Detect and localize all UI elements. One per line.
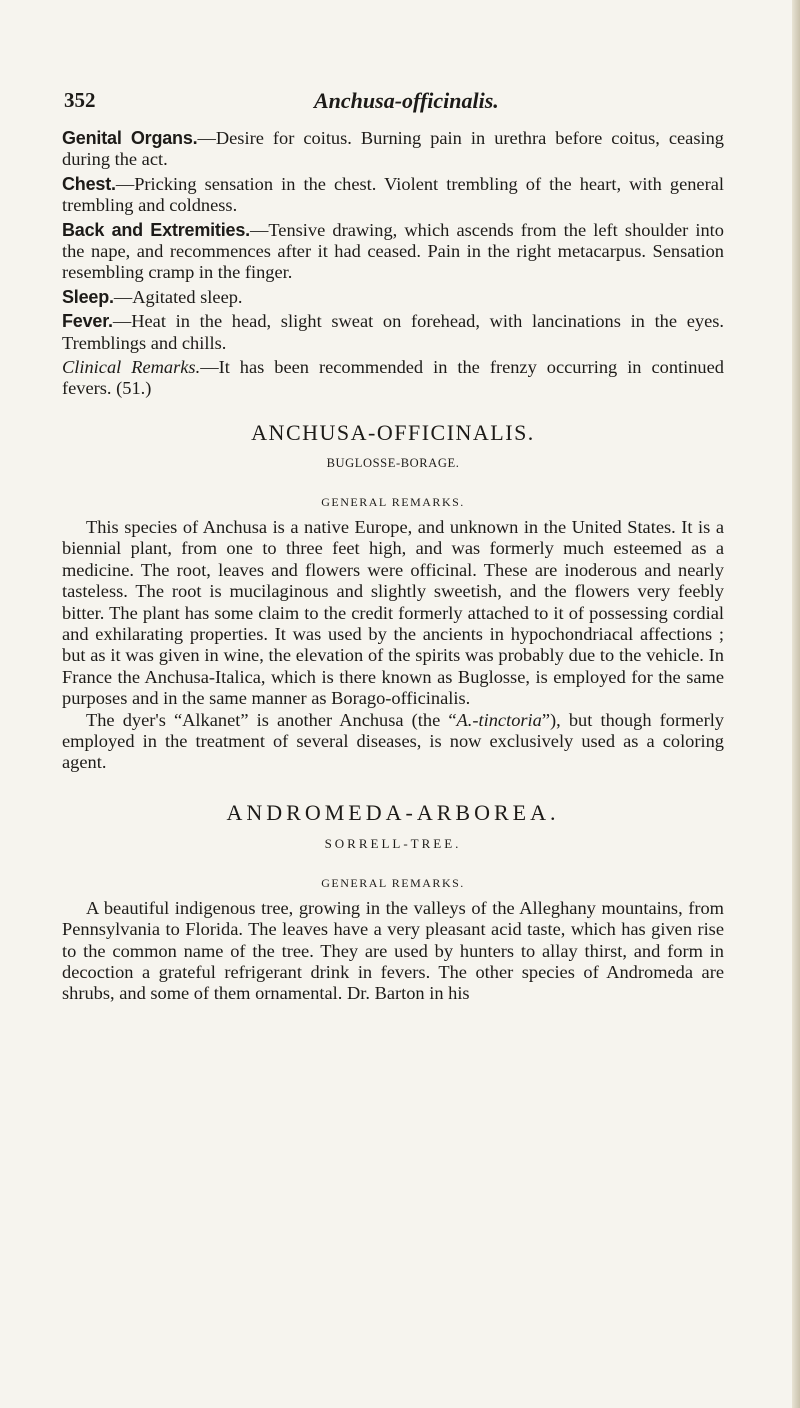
andromeda-paragraph-1: A beautiful indigenous tree, growing in the valleys of the Alleghany mountains, from Pennsylvania to Florida. The leaves have a very pleasant acid taste, which has given rise to the common name of the tree. They are used by hunters to allay thirst, and form in decoction a grateful refrigerant drink in fevers. The other species of Andromeda are shrubs, and some of them ornamental. Dr. Barton in his — [62, 897, 724, 1004]
running-head — [62, 88, 724, 128]
andromeda-general-remarks: GENERAL REMARKS. — [321, 875, 465, 890]
anchusa-paragraph-1: This species of Anchusa is a native Europe, and unknown in the United States. It is a biennial plant, from one to three feet high, and was formerly much esteemed as a medicine. The root, leaves and flowers were officinal. These are inoderous and nearly tasteless. The root is mucilaginous and slightly sweetish, and the flowers very feebly bitter. The plant has some claim to the credit formerly attached to it of possessing cordial and exhilarating properties. It was used by the ancients in hypochondriacal affections ; but as it was given in wine, the elevation of the spirits was probably due to the vehicle. In France the Anchusa-Italica, which is there known as Buglosse, is employed for the same purposes and in the same manner as Borago-officinalis. — [62, 516, 724, 709]
entry-text: —Desire for coitus. Burning pain in urethra before coitus, ceasing during the act. — [62, 128, 724, 170]
entry-sleep — [62, 287, 724, 308]
entry-genital-organs — [62, 128, 724, 171]
running-title: Anchusa-officinalis. — [314, 88, 499, 113]
entry-text: —Agitated sleep. — [113, 286, 243, 307]
entry-fever — [62, 311, 724, 354]
entry-chest — [62, 174, 724, 217]
clinical-label: Clinical Remarks. — [62, 357, 201, 378]
andromeda-title: ANDROMEDA-ARBOREA. — [226, 799, 560, 825]
page-number: 352 — [64, 88, 96, 112]
anchusa-general-remarks: GENERAL REMARKS. — [321, 494, 465, 509]
anchusa-paragraph-2 — [62, 710, 724, 774]
entry-text: —Pricking sensation in the chest. Violent trembling of the heart, with general trembling and coldness. — [62, 173, 724, 216]
entry-text: —Heat in the head, slight sweat on forehead, with lancinations in the eyes. Tremblings and chills. — [62, 311, 724, 353]
entry-heading: Sleep. — [62, 286, 114, 307]
anchusa-title: ANCHUSA-OFFICINALIS. — [251, 419, 535, 445]
clinical-text: —It has been recommended in the frenzy occurring in continued fevers. (51.) — [62, 357, 724, 399]
clinical-remarks — [62, 357, 724, 400]
book-page — [62, 88, 724, 1005]
anchusa-subtitle: BUGLOSSE-BORAGE. — [326, 455, 460, 470]
anchusa-p2-end: ”), but though formerly employed in the treatment of several diseases, is now exclusively used as a coloring agent. — [62, 709, 724, 773]
entry-text: —Tensive drawing, which ascends from the left shoulder into the nape, and recommences after it had ceased. Pain in the right metacarpus. Sensation resembling cramp in the finger. — [62, 219, 724, 283]
entry-heading: Genital Organs. — [62, 128, 198, 148]
entry-heading: Chest. — [62, 173, 116, 194]
andromeda-subtitle: SORRELL-TREE. — [324, 835, 462, 851]
entry-back-extremities — [62, 220, 724, 284]
entry-heading: Back and Extremities. — [62, 219, 250, 240]
entry-heading: Fever. — [62, 311, 113, 332]
anchusa-p2-start: The dyer's “Alkanet” is another Anchusa (the “ — [86, 709, 457, 730]
anchusa-p2-species: A.-tinctoria — [456, 709, 542, 730]
page-edge — [792, 0, 800, 1408]
